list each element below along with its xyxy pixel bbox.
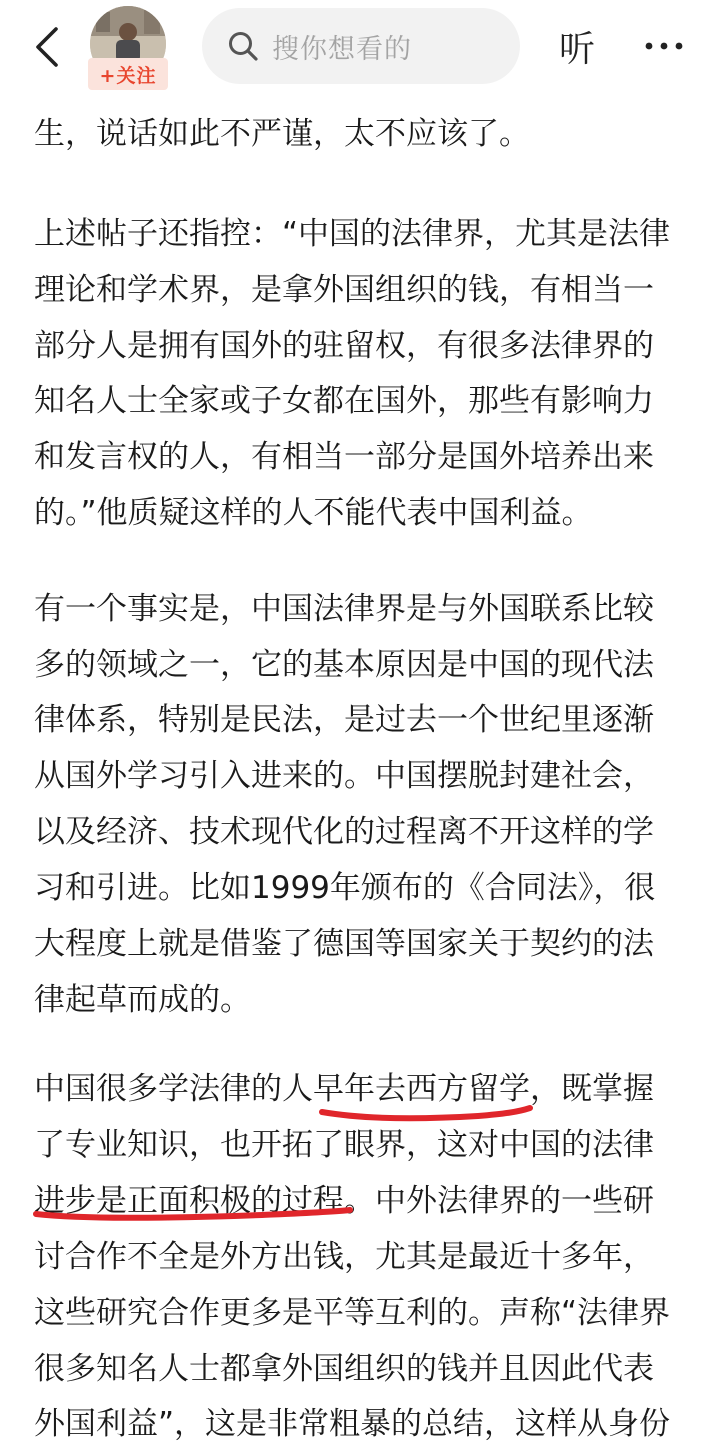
top-bar bbox=[0, 0, 722, 100]
more-dots-icon bbox=[644, 41, 684, 51]
article-line: 的。”他质疑这样的人不能代表中国利益。 bbox=[34, 495, 593, 531]
article-line: 以及经济、技术现代化的过程离不开这样的学 bbox=[34, 814, 654, 850]
article-line: 部分人是拥有国外的驻留权，有很多法律界的 bbox=[34, 328, 654, 364]
article-line: 这些研究合作更多是平等互利的。声称“法律界 bbox=[34, 1295, 671, 1331]
article-line: 理论和学术界，是拿外国组织的钱，有相当一 bbox=[34, 272, 654, 308]
chevron-left-icon bbox=[32, 25, 62, 69]
article-line: 讨合作不全是外方出钱，尤其是最近十多年， bbox=[34, 1239, 654, 1275]
search-placeholder: 搜你想看的 bbox=[272, 33, 412, 65]
search-input[interactable] bbox=[202, 8, 520, 84]
follow-button[interactable]: +关注 bbox=[88, 58, 168, 90]
article-line: 生，说话如此不严谨，太不应该了。 bbox=[34, 116, 530, 152]
article-line: 从国外学习引入进来的。中国摆脱封建社会， bbox=[34, 758, 654, 794]
article-line: 外国利益”，这是非常粗暴的总结，这样从身份 bbox=[34, 1406, 671, 1442]
article-line: 大程度上就是借鉴了德国等国家关于契约的法 bbox=[34, 926, 654, 962]
back-button[interactable] bbox=[22, 22, 72, 72]
more-button[interactable] bbox=[636, 18, 692, 74]
article-line: 习和引进。比如1999年颁布的《合同法》，很 bbox=[34, 870, 656, 906]
article-line: 进步是正面积极的过程。中外法律界的一些研 bbox=[34, 1183, 654, 1219]
article-line: 了专业知识，也开拓了眼界，这对中国的法律 bbox=[34, 1127, 654, 1163]
search-icon bbox=[226, 29, 260, 63]
article-line: 知名人士全家或子女都在国外，那些有影响力 bbox=[34, 383, 654, 419]
article-line: 很多知名人士都拿外国组织的钱并且因此代表 bbox=[34, 1351, 654, 1387]
article-line: 律起草而成的。 bbox=[34, 982, 251, 1018]
article-line: 有一个事实是，中国法律界是与外国联系比较 bbox=[34, 591, 654, 627]
listen-button[interactable]: 听 bbox=[558, 28, 595, 70]
author-avatar-group[interactable] bbox=[88, 6, 170, 88]
article-line: 上述帖子还指控：“中国的法律界，尤其是法律 bbox=[34, 216, 671, 252]
article-line: 中国很多学法律的人早年去西方留学，既掌握 bbox=[34, 1071, 654, 1107]
article-line: 多的领域之一，它的基本原因是中国的现代法 bbox=[34, 647, 654, 683]
article-line: 和发言权的人，有相当一部分是国外培养出来 bbox=[34, 439, 654, 475]
article-line: 律体系，特别是民法，是过去一个世纪里逐渐 bbox=[34, 702, 654, 738]
